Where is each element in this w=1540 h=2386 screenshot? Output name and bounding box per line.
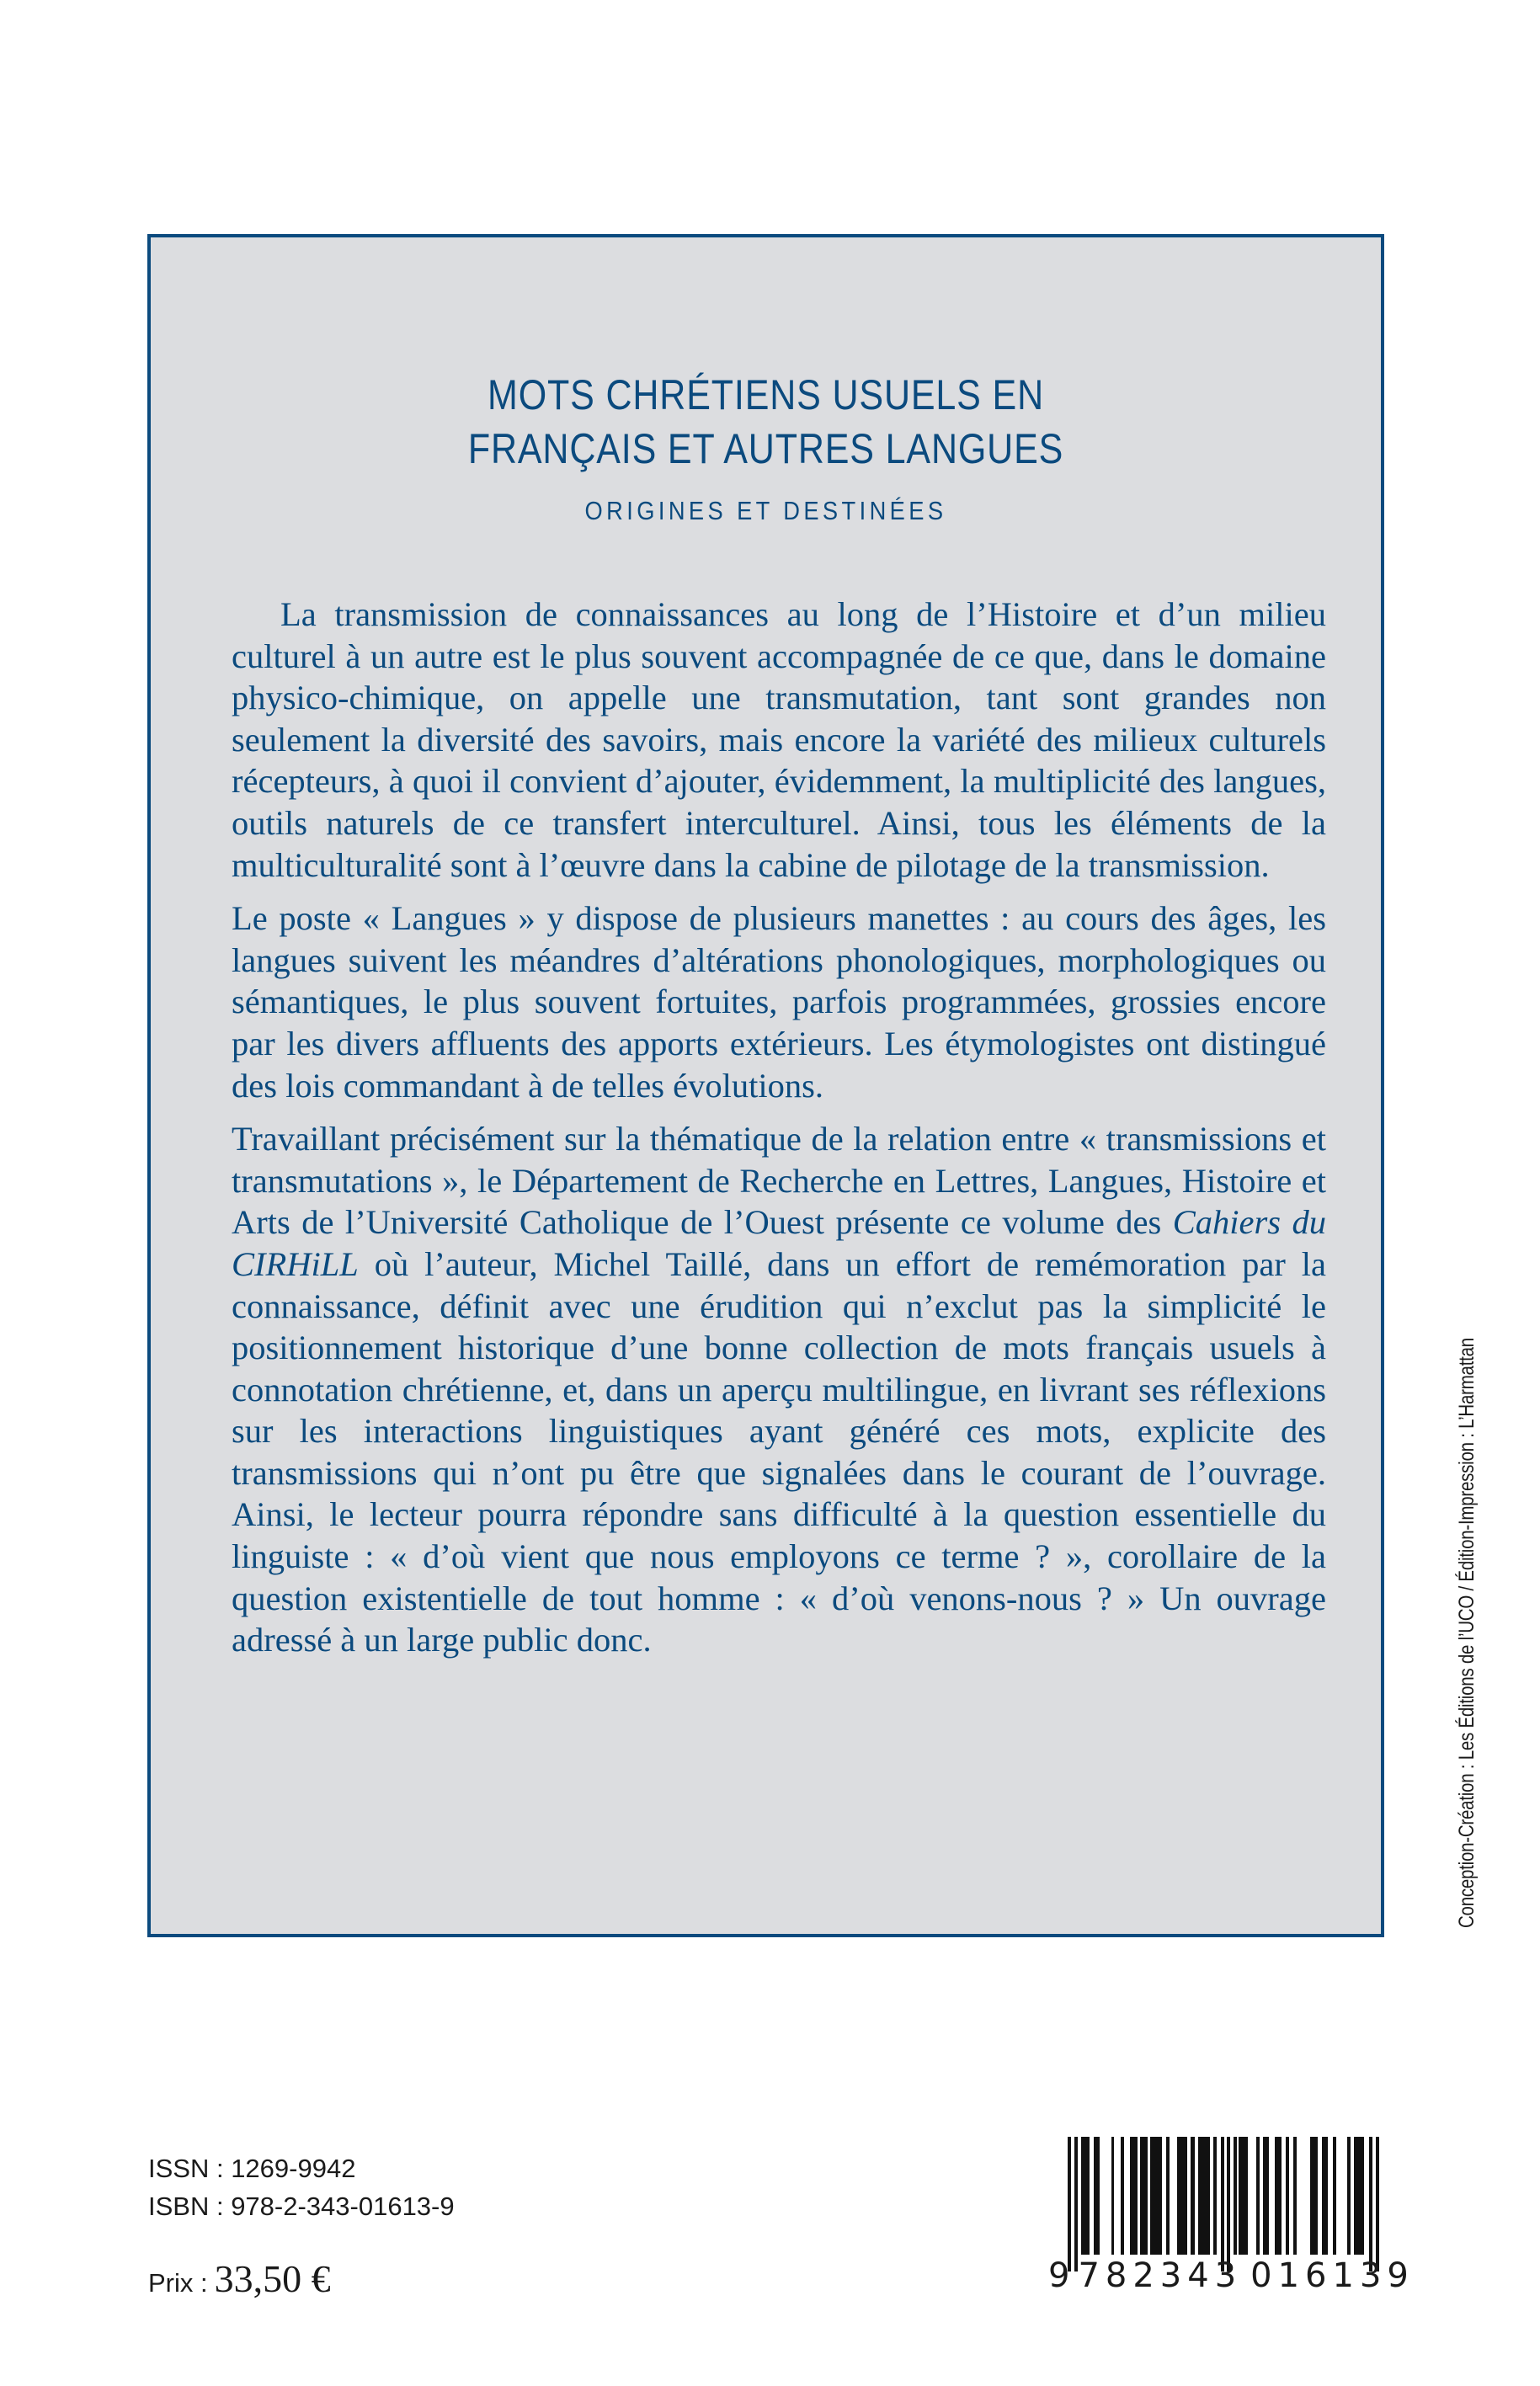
blurb-paragraph-1: La transmission de connaissances au long de l’Histoire et d’un milieu culturel à un autre est le plus souvent accompagnée de ce que, dans le domaine physico-chimique, on appelle une transmutation, tant sont grandes non seulement la diversité des savoirs, mais encore la variété des milieux culturels récepteurs, à quoi il convient d’ajouter, évidemment, la multiplicité des langues, outils naturels de ce transfert interculturel. Ainsi, tous les éléments de la multiculturalité sont à l’œuvre dans la cabine de pilotage de la transmission. xyxy=(232,595,1326,884)
barcode-left-group: 782343 xyxy=(1078,2256,1243,2295)
barcode-right-group: 016139 xyxy=(1250,2256,1415,2295)
isbn: ISBN : 978-2-343-01613-9 xyxy=(148,2192,455,2221)
publisher-credits xyxy=(1455,1073,1479,1928)
back-cover-panel xyxy=(147,234,1384,1937)
series-title: Cahiers du CIRHiLL xyxy=(232,1203,1327,1283)
price-label: Prix : xyxy=(148,2268,208,2298)
barcode-lead-digit: 9 xyxy=(1048,2256,1070,2295)
publication-identifiers xyxy=(148,2149,455,2225)
price xyxy=(148,2256,331,2301)
blurb-paragraph-2: Le poste « Langues » y dispose de plusieurs manettes : au cours des âges, les langues suivent les méandres d’altérations phonologiques, morphologiques ou sémantiques, le plus souvent fortuites, parfois programmées, grossies encore par les divers affluents des apports extérieurs. Les étymologistes ont distingué des lois commandant à de telles évolutions. xyxy=(232,899,1326,1105)
credits-text: Conception-Création : Les Éditions de l’UCO / Édition-Impression : L’Harmattan xyxy=(1455,1338,1479,1928)
blurb-p3-after: où l’auteur, Michel Taillé, dans un effort de remémoration par la connaissance, définit avec une érudition qui n’exclut pas la simplicité le positionnement historique d’une bonne collection de mots français usuels à connotation chrétienne, et, dans un aperçu multilingue, en livrant ses réflexions sur les interactions linguistiques ayant généré ces mots, explicite des transmissions qui n’ont pu être que signalées dans le courant de l’ouvrage. Ainsi, le lecteur pourra répondre sans difficulté à la question essentielle du linguiste : « d’où vient que nous employons ce terme ? », corollaire de la question existentielle de tout homme : « d’où venons-nous ? » Un ouvrage adressé à un large public donc. xyxy=(232,1244,1326,1659)
issn: ISSN : 1269-9942 xyxy=(148,2154,356,2183)
barcode-icon xyxy=(1068,2137,1381,2271)
price-value: 33,50 € xyxy=(214,2257,331,2300)
blurb-paragraph-3 xyxy=(232,1118,1326,1661)
book-subtitle: ORIGINES ET DESTINÉES xyxy=(584,496,947,525)
book-title-line-1: MOTS CHRÉTIENS USUELS EN xyxy=(488,371,1044,418)
blurb-p3-before: Travaillant précisément sur la thématique de la relation entre « transmissions et transmutations », le Département de Recherche en Lettres, Langues, Histoire et Arts de l’Université Catholique de l’Ouest présente ce volume des xyxy=(232,1120,1326,1242)
book-title-line-2: FRANÇAIS ET AUTRES LANGUES xyxy=(467,425,1064,472)
barcode-digits xyxy=(1048,2256,1415,2295)
blurb xyxy=(232,594,1326,1673)
isbn-barcode xyxy=(1068,2137,1381,2271)
book-title xyxy=(237,368,1294,476)
